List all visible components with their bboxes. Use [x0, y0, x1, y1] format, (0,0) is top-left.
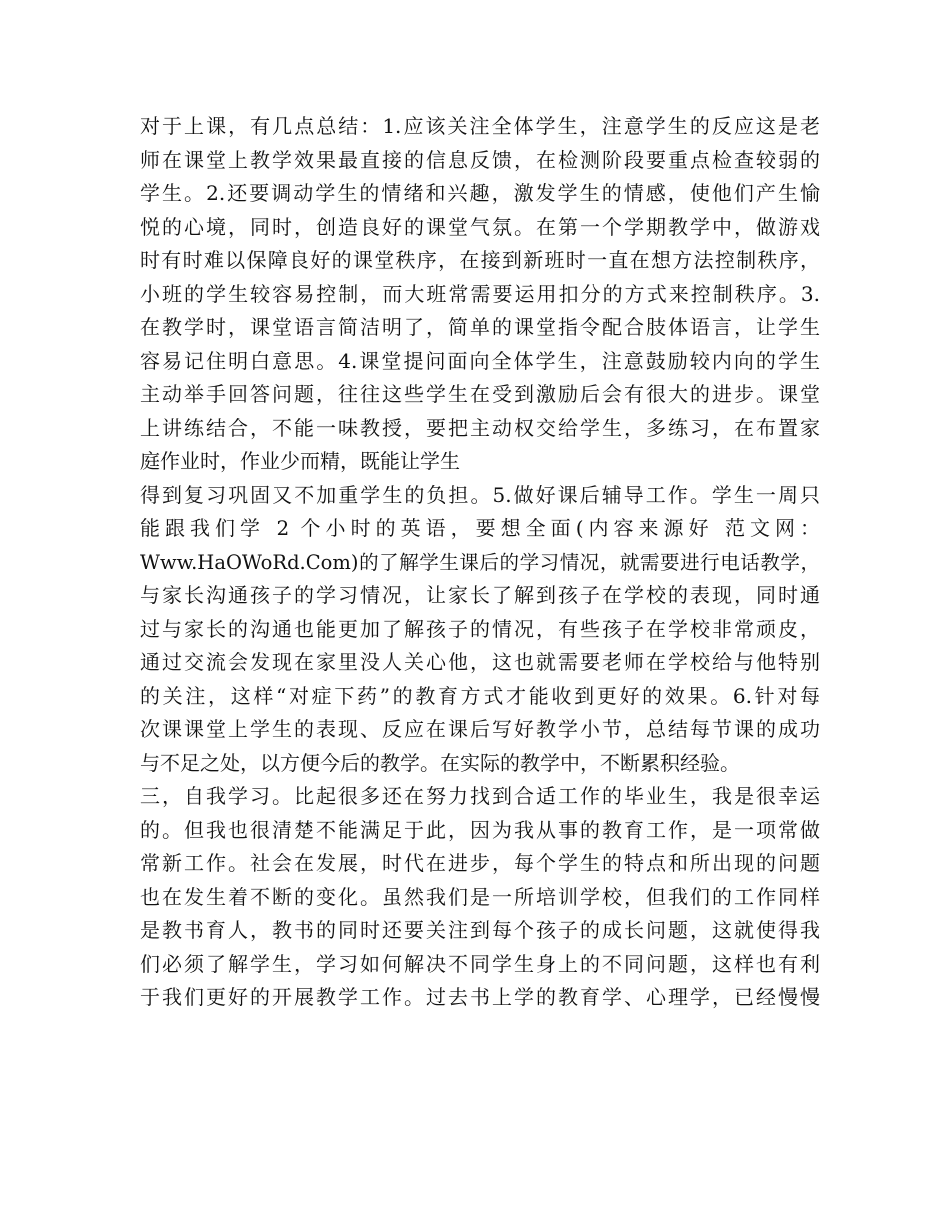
text-line: 上讲练结合，不能一味教授，要把主动权交给学生，多练习，在布置家: [140, 415, 820, 440]
text-line: 得到复习巩固又不加重学生的负担。5.做好课后辅导工作。学生一周只: [140, 482, 820, 507]
text-line: 学生。2.还要调动学生的情绪和兴趣，激发学生的情感，使他们产生愉: [140, 181, 820, 205]
text-line: 能跟我们学 2 个小时的英语，要想全面(内容来源好 范文网：: [140, 516, 820, 540]
text-line: 过与家长的沟通也能更加了解孩子的情况，有些孩子在学校非常顽皮，: [140, 616, 820, 641]
text-line: 悦的心境，同时，创造良好的课堂气氛。在第一个学期教学中，做游戏: [140, 214, 820, 239]
text-line: 们必须了解学生，学习如何解决不同学生身上的不同问题，这样也有利: [140, 951, 820, 976]
text-line: 主动举手回答问题，往往这些学生在受到激励后会有很大的进步。课堂: [140, 382, 820, 406]
text-line: 是教书育人，教书的同时还要关注到每个孩子的成长问题，这就使得我: [140, 918, 820, 942]
text-line: 在教学时，课堂语言简洁明了，简单的课堂指令配合肢体语言，让学生: [140, 315, 820, 339]
text-line: 次课课堂上学生的表现、反应在课后写好教学小节，总结每节课的成功: [140, 717, 820, 741]
text-line: 小班的学生较容易控制，而大班常需要运用扣分的方式来控制秩序。3.: [140, 281, 820, 306]
text-line: 与不足之处，以方便今后的教学。在实际的教学中，不断累积经验。: [140, 750, 740, 775]
text-line: 时有时难以保障良好的课堂秩序，在接到新班时一直在想方法控制秩序，: [140, 248, 820, 272]
text-line: 也在发生着不断的变化。虽然我们是一所培训学校，但我们的工作同样: [140, 884, 820, 909]
text-line: 庭作业时，作业少而精，既能让学生: [140, 449, 460, 473]
text-line: 容易记住明白意思。4.课堂提问面向全体学生，注意鼓励较内向的学生: [140, 348, 820, 373]
text-line: 与家长沟通孩子的学习情况，让家长了解到孩子在学校的表现，同时通: [140, 583, 820, 607]
text-line: 常新工作。社会在发展，时代在进步，每个学生的特点和所出现的问题: [140, 851, 820, 875]
text-line: Www.HaOWoRd.Com)的了解学生课后的学习情况，就需要进行电话教学，: [140, 550, 820, 574]
text-line: 通过交流会发现在家里没人关心他，这也就需要老师在学校给与他特别: [140, 650, 820, 674]
text-line: 对于上课，有几点总结：1.应该关注全体学生，注意学生的反应这是老: [140, 114, 820, 138]
body-text: [140, 110, 820, 1015]
text-line: 三，自我学习。比起很多还在努力找到合适工作的毕业生，我是很幸运: [140, 784, 820, 808]
text-line: 师在课堂上教学效果最直接的信息反馈，在检测阶段要重点检查较弱的: [140, 147, 820, 172]
text-line: 的。但我也很清楚不能满足于此，因为我从事的教育工作，是一项常做: [140, 817, 820, 842]
text-line: 于我们更好的开展教学工作。过去书上学的教育学、心理学，已经慢慢: [140, 985, 820, 1009]
text-line: 的关注，这样“对症下药”的教育方式才能收到更好的效果。6.针对每: [140, 683, 820, 708]
